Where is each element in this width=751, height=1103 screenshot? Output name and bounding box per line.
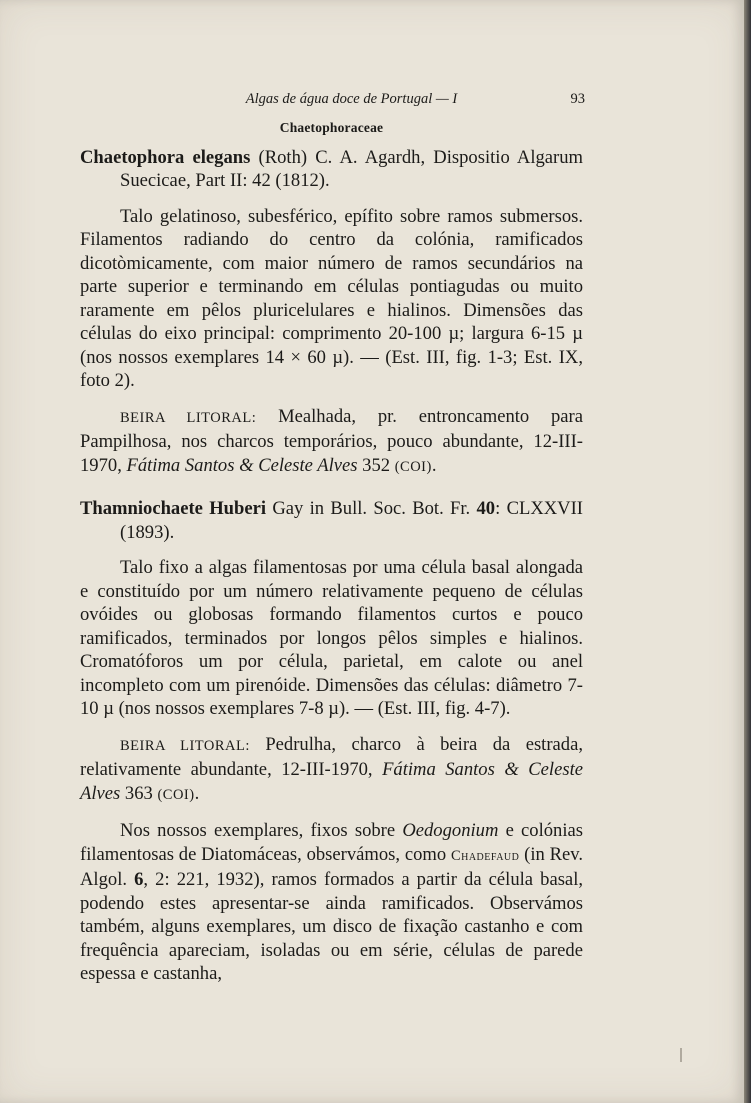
species-authority: Gay in Bull. Soc. Bot. Fr. xyxy=(266,498,477,519)
locality-text: Pedrulha, charco à beira da estrada, relativamente abundante, 12-III-1970, xyxy=(80,733,583,780)
family-heading: Chaetophoraceae xyxy=(279,120,384,135)
cited-author: Chadefaud xyxy=(450,847,520,864)
genus-name: Oedogonium xyxy=(402,820,499,841)
species-description: Talo gelatinoso, subesférico, epífito sobre ramos submersos. Filamentos radiando do centro da colónia, ramificados dicotòmicamente, com maior número de ramos secundários na parte superior e terminando em células pontiagudas ou muito raramente em pêlos pluricelulares e hialinos. Dimensões das células do eixo principal: comprimento 20-100 µ; largura 6-15 µ (nos nossos exemplares 14 × 60 µ). — (Est. III, fig. 1-3; Est. IX, foto 2). xyxy=(80,205,583,391)
locality-text: Mealhada, pr. entroncamento para Pampilhosa, nos charcos temporários, pouco abundante, 12-III-1970, xyxy=(80,405,583,476)
species-description: Talo fixo a algas filamentosas por uma célula basal alongada e constituído por um número relativamente pequeno de células ovóides ou globosas formando filamentos curtos e pouco ramificados, terminados por longos pêlos simples e hialinos. Cromatóforos um por célula, parietal, em calote ou anel incompleto com um pirenóide. Dimensões das células: diâmetro 7-10 µ (nos nossos exemplares 7-8 µ). — (Est. III, fig. 4-7). xyxy=(80,557,583,719)
species-heading-thamniochaete xyxy=(80,497,583,544)
species-notes xyxy=(80,819,583,986)
locality-end: . xyxy=(431,454,437,476)
section-gap xyxy=(80,479,583,497)
species-heading-chaetophora xyxy=(80,146,583,193)
notes-text: , 2: 221, 1932), ramos formados a partir da célula basal, podendo estes apresentar-se ainda ramificados. Observámos também, alguns exemplares, um disco de fixação castanho e com frequência apareciam, isoladas ou em série, células de parede espessa e castanha, xyxy=(80,869,584,984)
volume-number: 6 xyxy=(134,869,144,890)
page-text xyxy=(80,88,583,986)
page-number: 93 xyxy=(570,91,585,107)
species-name: Thamniochaete Huberi xyxy=(80,498,267,519)
locality-end: . xyxy=(194,782,200,804)
herbarium-code: (COI) xyxy=(394,458,432,475)
running-head-title: Algas de água doce de Portugal — I xyxy=(245,91,458,107)
paper-mark xyxy=(680,1048,682,1062)
locality-record xyxy=(80,405,583,480)
collectors: Fátima Santos & Celeste Alves xyxy=(80,759,583,804)
notes-text: e colónias filamentosas de Diatomáceas, observámos, como xyxy=(80,820,584,865)
notes-text: (in Rev. Algol. xyxy=(80,843,584,890)
collectors: Fátima Santos & Celeste Alves xyxy=(126,454,358,476)
species-authority-end: : CLXXVII (1893). xyxy=(120,498,583,543)
notes-text: Nos nossos exemplares, fixos sobre xyxy=(120,820,403,841)
page-edge-shadow xyxy=(744,0,751,1103)
species-authority: (Roth) C. A. Agardh, Dispositio Algarum Suecicae, Part II: 42 (1812). xyxy=(120,146,583,191)
locality-region: BEIRA LITORAL: xyxy=(120,409,257,426)
herbarium-code: (COI) xyxy=(157,786,195,803)
species-name: Chaetophora elegans xyxy=(80,146,251,168)
running-head xyxy=(80,88,583,110)
collection-number: 363 xyxy=(120,782,158,804)
collection-number: 352 xyxy=(357,454,395,476)
volume-number: 40 xyxy=(476,498,496,519)
locality-region: BEIRA LITORAL: xyxy=(120,737,250,754)
locality-record xyxy=(80,733,583,808)
